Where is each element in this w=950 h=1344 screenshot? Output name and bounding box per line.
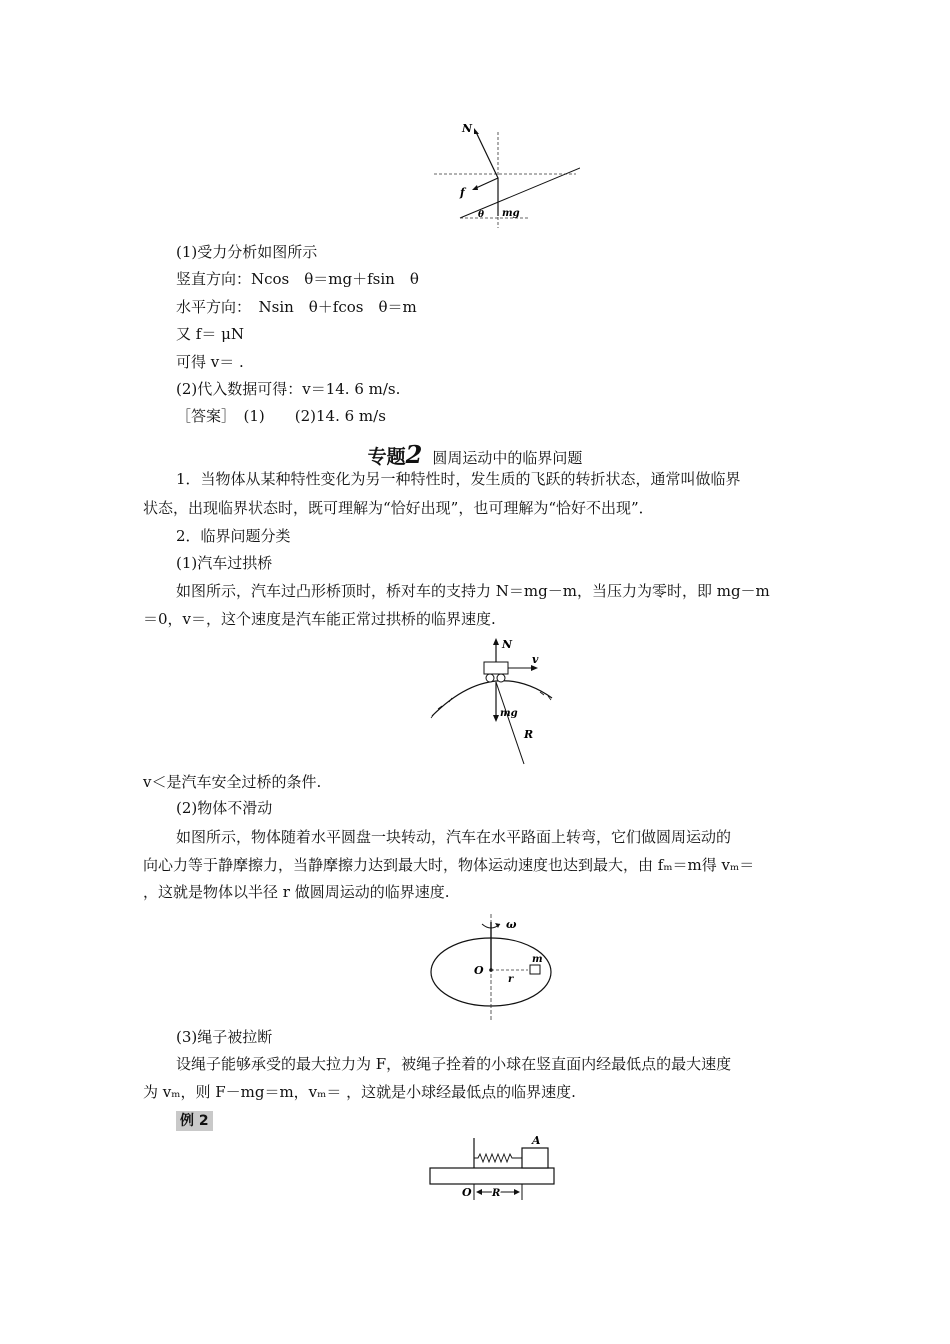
fig2-mg: mg — [500, 708, 518, 719]
example-badge: 例 2 — [176, 1111, 213, 1131]
p1-line-a: 1．当物体从某种特性变化为另一种特性时，发生质的飞跃的转折状态，通常叫做临界 — [176, 470, 741, 488]
p2-line-b: ＝0，v＝，这个速度是汽车能正常过拱桥的临界速度. — [143, 610, 496, 628]
p2-title: 2．临界问题分类 — [176, 527, 291, 545]
p3-line-c: ，这就是物体以半径 r 做圆周运动的临界速度. — [143, 883, 450, 901]
fig3-omega: ω — [506, 918, 517, 931]
fig1-N: N — [462, 122, 473, 135]
arch-bridge-diagram — [428, 636, 558, 766]
fig3-O: O — [474, 964, 484, 977]
fig3-m: m — [532, 954, 543, 965]
p3-line-b: 向心力等于静摩擦力，当静摩擦力达到最大时，物体运动速度也达到最大，由 fₘ＝m得 vₘ＝ — [143, 856, 755, 874]
p3-sub2: (2)物体不滑动 — [176, 799, 273, 817]
fig2-v: v — [532, 653, 539, 666]
spring-block-diagram — [428, 1134, 558, 1204]
section-heading — [0, 440, 950, 469]
p1-line-b: 状态，出现临界状态时，既可理解为“恰好出现”，也可理解为“恰好不出现”． — [143, 499, 654, 517]
heading-label: 专题 — [367, 446, 406, 468]
sec1-line-5: 可得 v＝ . — [176, 353, 244, 371]
rotating-disk-diagram — [428, 912, 558, 1022]
sec1-line-1: (1)受力分析如图所示 — [176, 243, 318, 261]
fig1-theta: θ — [478, 210, 485, 220]
fig3-r: r — [508, 974, 514, 985]
p4-line-a: 设绳子能够承受的最大拉力为 F，被绳子拴着的小球在竖直面内经最低点的最大速度 — [176, 1055, 732, 1073]
p3-cond: v＜是汽车安全过桥的条件. — [143, 773, 322, 791]
p2-sub1: (1)汽车过拱桥 — [176, 554, 273, 572]
fig1-f: f — [460, 186, 465, 199]
sec1-line-7: ［答案］ (1) (2)14. 6 m/s — [176, 407, 386, 425]
force-diagram-incline — [430, 118, 580, 230]
p3-line-a: 如图所示，物体随着水平圆盘一块转动，汽车在水平路面上转弯，它们做圆周运动的 — [176, 828, 732, 846]
fig1-mg: mg — [502, 208, 520, 219]
fig4-A: A — [532, 1134, 541, 1147]
sec1-line-2: 竖直方向：Ncos θ＝mg＋fsin θ — [176, 270, 419, 288]
fig2-N: N — [502, 638, 513, 651]
sec1-line-4: 又 f＝ μN — [176, 325, 244, 343]
fig2-R: R — [524, 728, 534, 741]
fig4-R: R — [492, 1188, 501, 1199]
heading-subtitle: 圆周运动中的临界问题 — [432, 449, 583, 467]
p4-sub3: (3)绳子被拉断 — [176, 1028, 273, 1046]
p4-line-b: 为 vₘ，则 F－mg＝m，vₘ＝ ，这就是小球经最低点的临界速度. — [143, 1083, 576, 1101]
sec1-line-6: (2)代入数据可得：v＝14. 6 m/s. — [176, 380, 401, 398]
sec1-line-3: 水平方向： Nsin θ＋fcos θ＝m — [176, 298, 417, 316]
p2-line-a: 如图所示，汽车过凸形桥顶时，桥对车的支持力 N＝mg－m，当压力为零时，即 mg－m — [176, 582, 770, 600]
fig4-O: O — [462, 1186, 472, 1199]
heading-number: 2 — [405, 440, 423, 469]
